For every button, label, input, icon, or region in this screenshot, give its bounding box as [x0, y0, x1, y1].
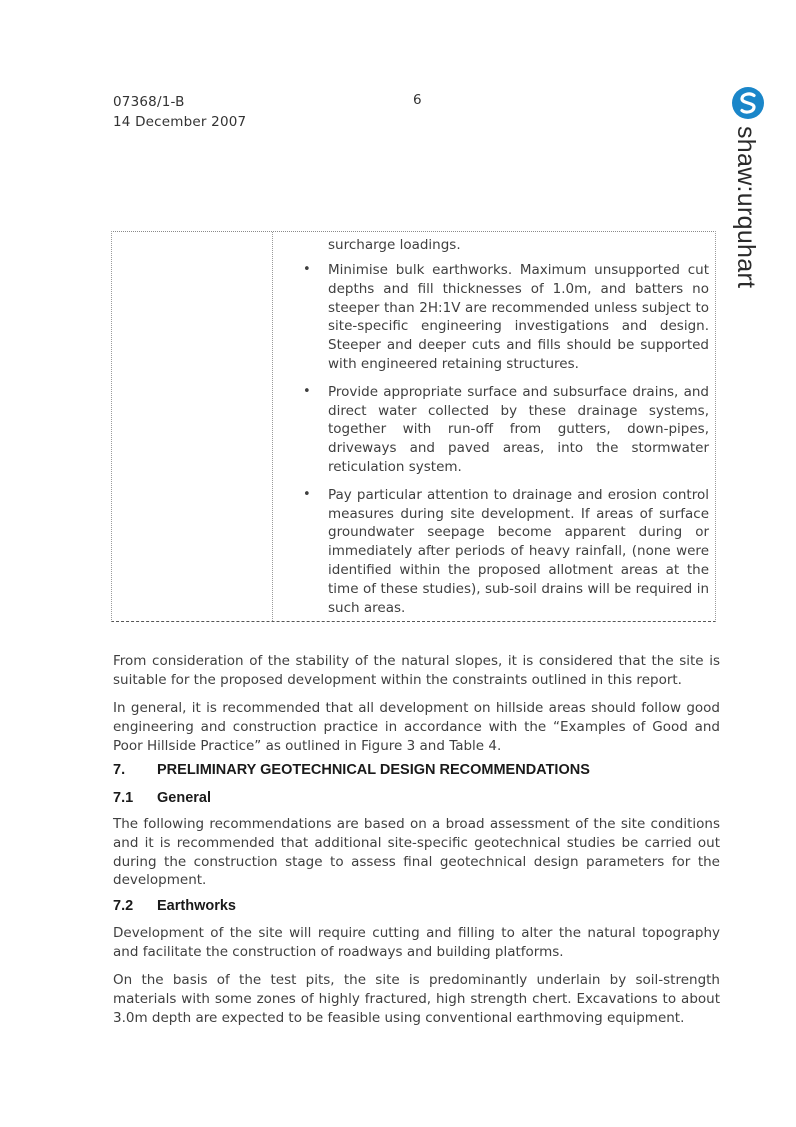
section-7-heading	[113, 762, 590, 778]
document-reference: 07368/1-B	[113, 94, 185, 110]
list-item-text: Provide appropriate surface and subsurface drains, and direct water collected by these drainage systems, together with run-off from gutters, down-pipes, driveways and paved areas, into the stormwater reticulation system.	[328, 383, 709, 475]
earthworks-paragraph-1: Development of the site will require cutting and filling to alter the natural topography and facilitate the construction of roadways and building platforms.	[113, 925, 720, 960]
table-column-divider	[272, 232, 273, 621]
section-title: Earthworks	[157, 898, 236, 914]
continuation-text: surcharge loadings.	[328, 237, 461, 253]
bullet-icon: •	[303, 262, 311, 277]
bullet-icon: •	[303, 486, 311, 502]
hillside-practice-paragraph: In general, it is recommended that all development on hillside areas should follow good engineering and construction practice in accordance with the “Examples of Good and Poor Hillside Practice” as outlined in Figure 3 and Table 4.	[113, 700, 720, 754]
recommendation-list	[303, 261, 709, 626]
bullet-icon: •	[303, 383, 311, 399]
company-logo	[728, 86, 768, 316]
list-item	[303, 486, 709, 618]
list-item-text: Pay particular attention to drainage and erosion control measures during site development. If areas of surface groundwater seepage become apparent during or immediately after periods of heavy rainfall, (none were identified within the proposed allotment areas at the time of these studies), sub-soil drains will be required in such areas.	[328, 486, 709, 616]
logo-wordmark: shaw:urquhart	[732, 126, 760, 289]
section-number: 7.1	[113, 790, 134, 806]
document-date: 14 December 2007	[113, 114, 247, 130]
earthworks-paragraph-2: On the basis of the test pits, the site is predominantly underlain by soil-strength materials with some zones of highly fractured, high strength chert. Excavations to about 3.0m depth are expected to be feasible using conventional earthmoving equipment.	[113, 972, 720, 1026]
list-item-text: Minimise bulk earthworks. Maximum unsupported cut depths and fill thicknesses of 1.0m, and batters no steeper than 2H:1V are recommended unless subject to site-specific engineering investigations and design. Steeper and deeper cuts and fills should be supported with engineered retaining structures.	[328, 262, 709, 372]
section-7-2-heading	[113, 898, 236, 914]
section-7-1-heading	[113, 790, 211, 806]
section-number: 7.2	[113, 898, 134, 914]
list-item	[303, 261, 709, 374]
general-paragraph: The following recommendations are based on a broad assessment of the site conditions and it is recommended that additional site-specific geotechnical studies be carried out during the construction stage to assess final geotechnical design parameters for the development.	[113, 816, 720, 889]
stability-paragraph: From consideration of the stability of the natural slopes, it is considered that the site is suitable for the proposed development within the constraints outlined in this report.	[113, 653, 720, 688]
swirl-logo-icon	[731, 86, 765, 120]
page-number: 6	[413, 92, 422, 108]
section-title: General	[157, 790, 211, 806]
list-item	[303, 383, 709, 477]
recommendations-table	[111, 231, 716, 622]
section-number: 7.	[113, 762, 126, 778]
section-title: PRELIMINARY GEOTECHNICAL DESIGN RECOMMENDATIONS	[157, 762, 590, 778]
